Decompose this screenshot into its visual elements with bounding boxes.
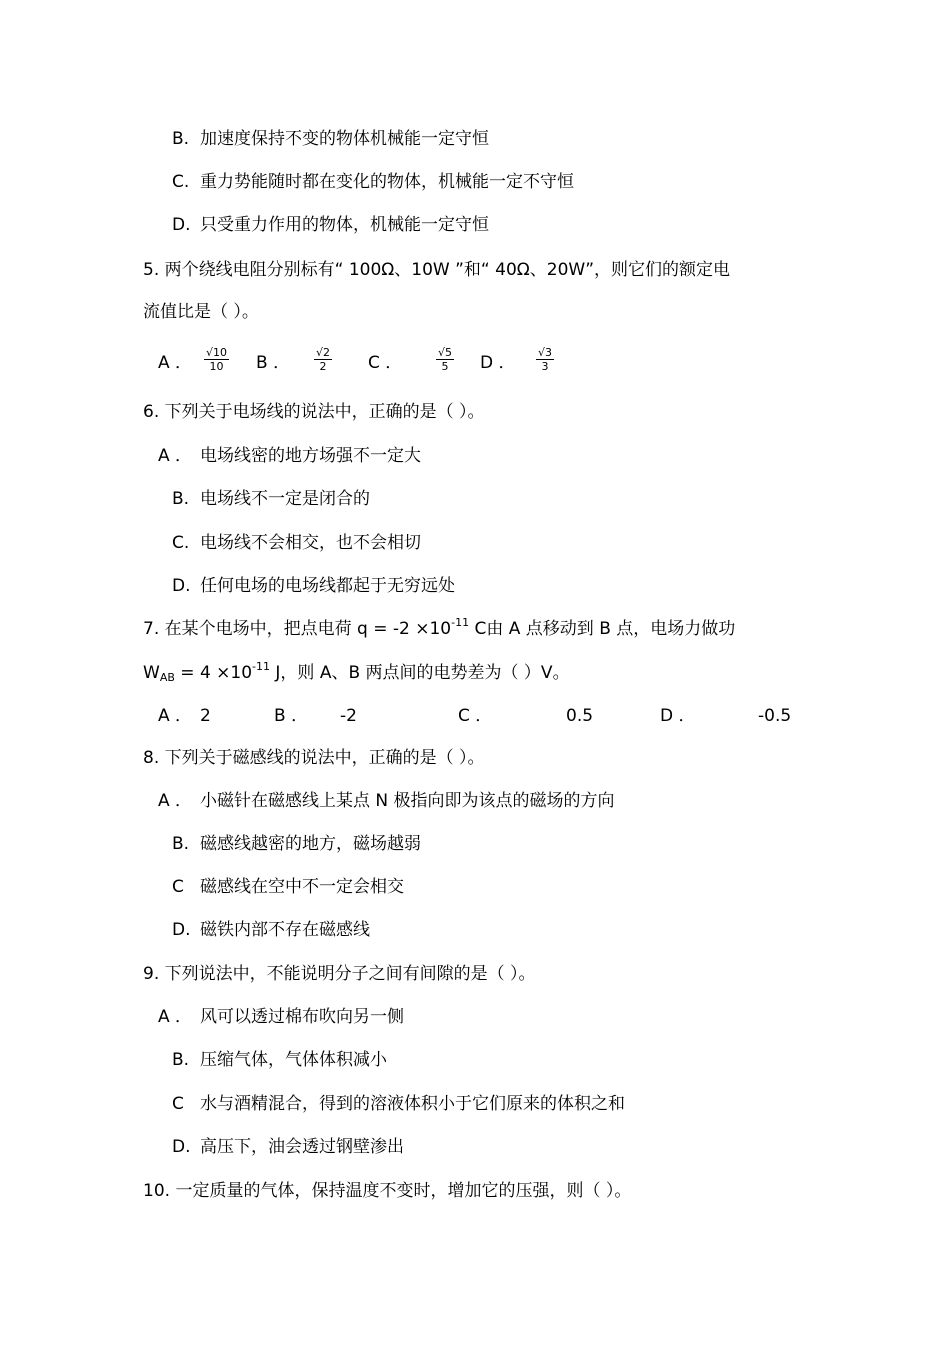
option-label: A ． — [158, 446, 193, 466]
option-label: D ． — [480, 353, 516, 373]
option-text: 加速度保持不变的物体机械能一定守恒 — [200, 129, 489, 149]
option-label: A ． — [158, 353, 193, 373]
q5-option-a — [158, 352, 192, 374]
work-symbol: W — [143, 663, 160, 683]
option-label: B ． — [256, 353, 291, 373]
q9-stem: 9. 下列说法中，不能说明分子之间有间隙的是（ ）。 — [143, 964, 536, 984]
q8-option-d — [172, 919, 370, 941]
option-label: C. — [172, 172, 190, 192]
option-text: 电场线密的地方场强不一定大 — [200, 446, 421, 466]
q5-stem-line2: 流值比是（ ）。 — [143, 302, 259, 322]
q5-option-b — [256, 352, 290, 374]
q6-option-b — [172, 488, 370, 510]
fraction-numerator: √3 — [538, 346, 553, 359]
option-text: 水与酒精混合，得到的溶液体积小于它们原来的体积之和 — [200, 1094, 625, 1114]
option-text: 磁铁内部不存在磁感线 — [200, 920, 370, 940]
q7-text-part: C由 A 点移动到 B 点，电场力做功 — [469, 619, 736, 639]
q7-text-part: 7. 在某个电场中，把点电荷 q = -2 ×10 — [143, 619, 452, 639]
fraction-denominator: 3 — [541, 360, 549, 373]
q9-option-d — [172, 1136, 404, 1158]
q7-options — [158, 705, 808, 727]
q4-option-d — [172, 214, 489, 236]
q5-option-b-fraction — [314, 346, 332, 373]
q6-option-a — [158, 445, 421, 467]
option-text: 2 — [200, 706, 211, 726]
q6-option-c — [172, 532, 421, 554]
option-label: B. — [172, 129, 190, 149]
fraction-denominator: 10 — [209, 360, 224, 373]
option-label: D ． — [660, 706, 696, 726]
option-text: 电场线不会相交，也不会相切 — [200, 533, 421, 553]
fraction-numerator: √5 — [438, 346, 453, 359]
option-label: B ． — [274, 706, 309, 726]
option-label: C ． — [458, 706, 493, 726]
option-label: C — [172, 877, 184, 897]
option-label: B. — [172, 834, 190, 854]
q5-option-c — [368, 352, 402, 374]
option-label: A ． — [158, 791, 193, 811]
option-label: D. — [172, 215, 191, 235]
option-label: C ． — [368, 353, 403, 373]
q7-option-b — [274, 705, 357, 727]
fraction-denominator: 5 — [441, 360, 449, 373]
q6-option-d — [172, 575, 455, 597]
q4-option-c — [172, 171, 574, 193]
q5-option-c-fraction — [436, 346, 454, 373]
q7-option-c — [458, 705, 593, 727]
option-label: D. — [172, 576, 191, 596]
option-text: 任何电场的电场线都起于无穷远处 — [200, 576, 455, 596]
q7-stem-line2 — [143, 662, 570, 684]
q9-option-a — [158, 1006, 404, 1028]
option-text: 磁感线越密的地方，磁场越弱 — [200, 834, 421, 854]
q7-stem-line1 — [143, 618, 735, 640]
option-text: 小磁针在磁感线上某点 N 极指向即为该点的磁场的方向 — [200, 791, 615, 811]
option-text: -2 — [340, 706, 357, 726]
option-label: A ． — [158, 1007, 193, 1027]
q7-text-part: J，则 A、B 两点间的电势差为（ ）V。 — [270, 663, 570, 683]
fraction-denominator: 2 — [319, 360, 327, 373]
q5-option-d — [480, 352, 516, 374]
q9-option-c — [172, 1093, 625, 1115]
q5-options — [158, 344, 578, 384]
option-text: 只受重力作用的物体，机械能一定守恒 — [200, 215, 489, 235]
exponent: -11 — [252, 660, 271, 673]
option-label: C. — [172, 533, 190, 553]
option-text: 0.5 — [566, 706, 594, 726]
option-text: 磁感线在空中不一定会相交 — [200, 877, 404, 897]
q8-option-c — [172, 876, 404, 898]
work-subscript: AB — [159, 671, 175, 684]
q8-stem: 8. 下列关于磁感线的说法中，正确的是（ ）。 — [143, 748, 485, 768]
q7-option-a — [158, 705, 211, 727]
option-text: 高压下，油会透过钢壁渗出 — [200, 1137, 404, 1157]
option-text: 风可以透过棉布吹向另一侧 — [200, 1007, 404, 1027]
fraction-numerator: √10 — [206, 346, 228, 359]
option-text: 电场线不一定是闭合的 — [200, 489, 370, 509]
q10-stem: 10. 一定质量的气体，保持温度不变时，增加它的压强，则（ ）。 — [143, 1181, 632, 1201]
q8-option-a — [158, 790, 615, 812]
exponent: -11 — [451, 616, 470, 629]
option-label: D. — [172, 920, 191, 940]
q6-stem: 6. 下列关于电场线的说法中，正确的是（ ）。 — [143, 402, 485, 422]
option-text: 重力势能随时都在变化的物体，机械能一定不守恒 — [200, 172, 574, 192]
q7-text-part: = 4 ×10 — [174, 663, 253, 683]
q5-option-d-fraction — [536, 346, 554, 373]
option-label: B. — [172, 489, 190, 509]
q9-option-b — [172, 1049, 387, 1071]
q5-option-a-fraction — [204, 346, 229, 373]
fraction-numerator: √2 — [316, 346, 331, 359]
q8-option-b — [172, 833, 421, 855]
option-label: C — [172, 1094, 184, 1114]
option-text: -0.5 — [758, 706, 792, 726]
option-text: 压缩气体，气体体积减小 — [200, 1050, 387, 1070]
option-label: B. — [172, 1050, 190, 1070]
q4-option-b — [172, 128, 489, 150]
option-label: A ． — [158, 706, 193, 726]
option-label: D. — [172, 1137, 191, 1157]
q5-stem-line1: 5. 两个绕线电阻分别标有“ 100Ω、10W ”和“ 40Ω、20W”，则它们的额定电 — [143, 260, 731, 280]
q7-option-d — [660, 705, 791, 727]
